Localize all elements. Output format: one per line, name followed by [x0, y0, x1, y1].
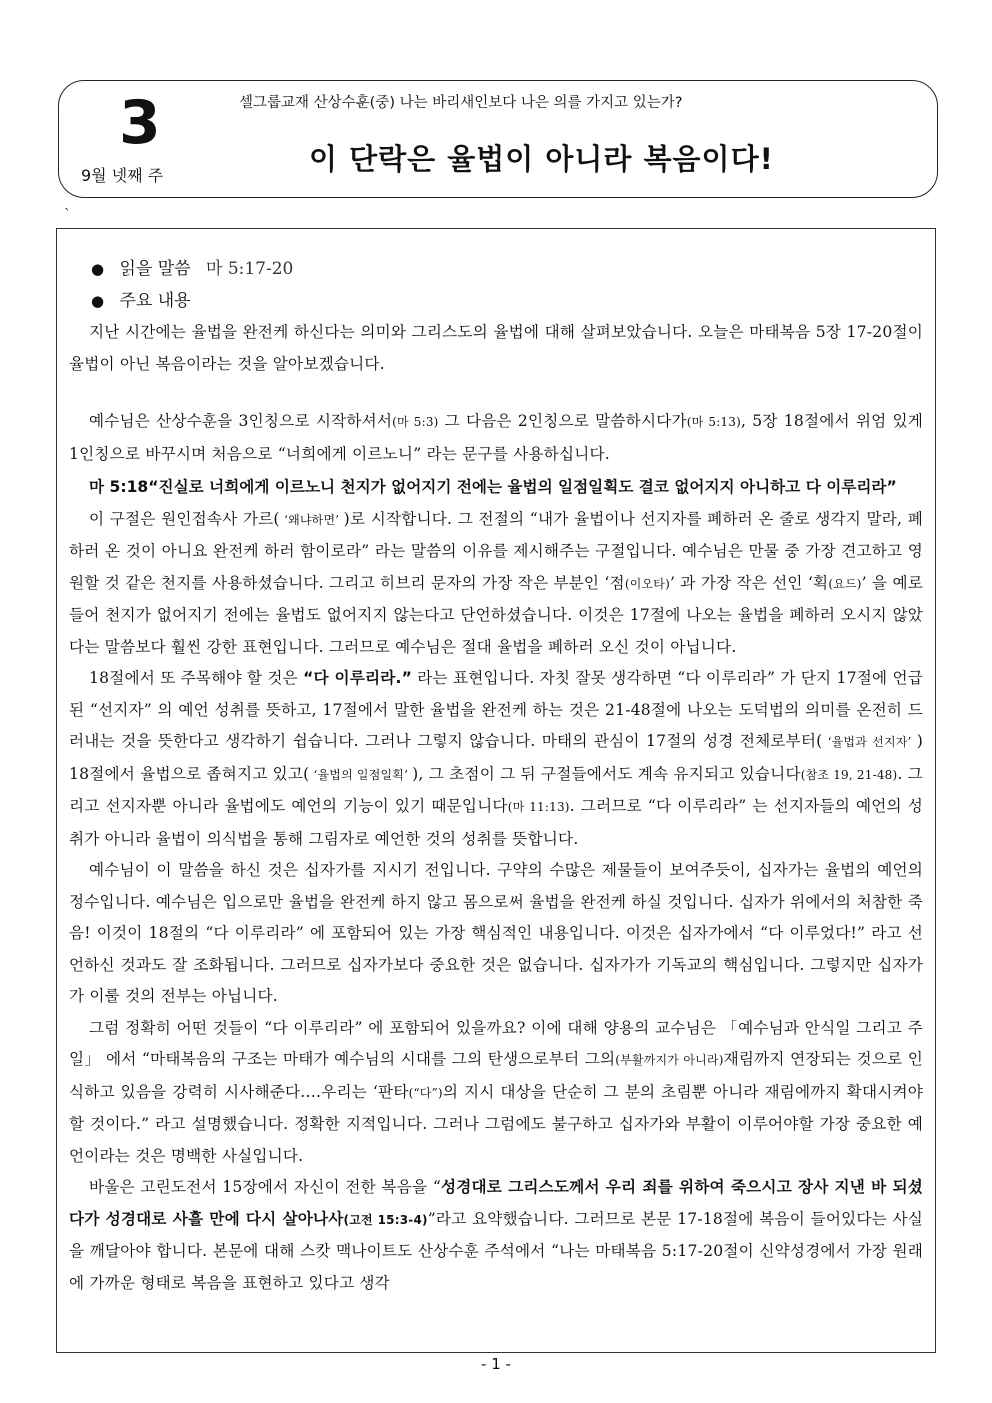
- note: (이오타): [624, 576, 670, 591]
- paragraph-scope: [69, 1013, 923, 1173]
- ref: (마 11:13): [507, 800, 570, 814]
- note: ‘율법과 선지자’: [822, 735, 917, 749]
- text: ’ 과 가장 작은 선인 ‘획: [669, 573, 829, 592]
- text: 바울은 고린도전서 15장에서 자신이 전한 복음을 “: [89, 1178, 441, 1196]
- summary-bullet: [69, 285, 923, 317]
- spacer: [69, 380, 923, 406]
- paragraph-cross: 예수님이 이 말씀을 하신 것은 십자가를 지시기 전입니다. 구약의 수많은 제물들이 보여주듯이, 십자가는 율법의 예언의 정수입니다. 예수님은 입으로만 율법을 완전케 하지 않고 몸으로써 율법을 완전케 하실 것입니다. 십자가 위에서의 처참한 죽음! 이것이 18절의 “다 이루리라” 에 포함되어 있는 가장 핵심적인 내용입니다. 이것은 십자가에서 “다 이루었다!” 라고 선언하신 것과도 잘 조화됩니다. 그러므로 십자가보다 중요한 것은 없습니다. 십자가가 기독교의 핵심입니다. 그렇지만 십자가가 이룰 것의 전부는 아닙니다.: [69, 861, 923, 1005]
- bullet-dot-icon: ●: [91, 260, 105, 278]
- text: ’ 을 예로 들어 천지가 없어지기 전에는 율법도 없어지지 않는다고 단언하셨습니다. 이것은 17절에 나오는 율법을 폐하러 오시지 않았다는 말씀보다 훨씬 강한 표현입니다. 그러므로 예수님은 절대 율법을 폐하러 오신 것이 아닙니다.: [69, 573, 923, 656]
- text: . 그러므로 “다 이루리라” 는 선지자들의 예언의 성취가 아니라 율법이 의식법을 통해 그림자로 예언한 것의 성취를 뜻합니다.: [69, 797, 924, 848]
- paragraph-gar: [69, 504, 923, 664]
- text: )로 시작합니다. 그 전절의 “내가 율법이나 선지자를 폐하러 온 줄로 생각지 말라, 폐하러 온 것이 아니요 완전케 하러 함이로라” 라는 말씀의 이유를 제시해주는 구절입니다. 예수님은 만물 중 가장 견고하고 영원할 것 같은 천지를 사용하셨습니다. 그리고 히브리 문자의 가장 작은 부분인 ‘점: [69, 509, 923, 592]
- paragraph-fulfill: [69, 663, 923, 855]
- note: ‘왜냐하면’: [279, 512, 344, 527]
- text: 의 지시 대상을 단순히 그 분의 초림뿐 아니라 재림에까지 확대시켜야 할 것이다.” 라고 설명했습니다. 정확한 지적입니다. 그러나 그럼에도 불구하고 십자가와 부활이 이루어야할 가장 중요한 예언이라는 것은 명백한 사실입니다.: [69, 1082, 924, 1165]
- note: (“다”): [408, 1085, 443, 1100]
- text: . 그리고 선지자뿐 아니라 율법에도 예언의 기능이 있기 때문입니다: [69, 764, 923, 815]
- text: 예수님은 산상수훈을 3인칭으로 시작하셔서: [89, 412, 393, 430]
- ref: (마 5:3): [392, 415, 439, 429]
- note: (요드): [828, 576, 862, 591]
- reading-reference: 마 5:17-20: [206, 259, 294, 279]
- text: ), 그 초점이 그 뒤 구절들에서도 계속 유지되고 있습니다: [412, 764, 801, 783]
- emphasis: 성경대로 그리스도께서 우리 죄를 위하여 죽으시고 장사 지낸 바 되셨다가 성경대로 사흘 만에 다시 살아나사: [69, 1178, 923, 1228]
- text: 그럼 정확히 어떤 것들이 “다 이루리라” 에 포함되어 있을까요? 이에 대해 양용의 교수님은 「예수님과 안식일 그리고 주일」 에서 “마태복음의 구조는 마태가 예수님의 시대를 그의 탄생으로부터 그의: [69, 1018, 923, 1068]
- text: 재림까지 연장되는 것으로 인식하고 있음을 강력히 시사해준다.…우리는 ‘판타: [69, 1050, 923, 1101]
- ref: (고전 15:3-4): [343, 1212, 428, 1227]
- summary-label: 주요 내용: [119, 291, 191, 311]
- text: 이 구절은 원인접속사 가르(: [89, 509, 280, 528]
- page-title: 이 단락은 율법이 아니라 복음이다!: [309, 142, 774, 176]
- reading-label: 읽을 말씀: [119, 259, 191, 279]
- bullet-dot-icon: ●: [91, 292, 105, 310]
- paragraph-intro: 지난 시간에는 율법을 완전케 하신다는 의미와 그리스도의 율법에 대해 살펴보았습니다. 오늘은 마태복음 5장 17-20절이 율법이 아닌 복음이라는 것을 알아보겠습니다.: [69, 323, 923, 373]
- ref: (참조 19, 21-48): [800, 767, 898, 782]
- key-verse: 마 5:18“진실로 너희에게 이르노니 천지가 없어지기 전에는 율법의 일점일획도 결코 없어지지 아니하고 다 이루리라”: [89, 478, 897, 496]
- paragraph-gospel: [69, 1172, 923, 1299]
- content-box: [56, 228, 936, 1353]
- text: ”라고 요약했습니다. 그러므로 본문 17-18절에 복음이 들어있다는 사실을 깨달아야 합니다. 본문에 대해 스캇 맥나이트도 산상수훈 주석에서 “나는 마태복음 5:17-20절이 신약성경에서 가장 원래에 가까운 형태로 복음을 표현하고 있다고 생각: [69, 1209, 923, 1292]
- reading-bullet: [69, 253, 923, 285]
- text: 18절에서 또 주목해야 할 것은: [89, 669, 304, 687]
- week-label: 9월 넷째 주: [81, 166, 164, 185]
- page-number: - 1 -: [481, 1355, 511, 1373]
- lesson-number: 3: [119, 88, 161, 158]
- text: 그 다음은 2인칭으로 말씀하시다가: [438, 412, 687, 430]
- ref: (마 5:13): [686, 415, 741, 429]
- emphasis: “다 이루리라.”: [303, 669, 413, 687]
- paragraph-person: [69, 406, 923, 470]
- note: ‘율법의 일점일획’: [309, 767, 413, 782]
- text: 라는 표현입니다. 자칫 잘못 생각하면 “다 이루리라” 가 단지 17절에 언급된 “선지자” 의 예언 성취를 뜻하고, 17절에서 말한 율법을 완전케 하는 것은 21-48절에 나오는 도덕법의 의미를 온전히 드러내는 것을 뜻한다고 생각하기 쉽습니다. 그러나 그렇지 않습니다. 마태의 관심이 17절의 성경 전체로부터(: [69, 669, 923, 750]
- subtitle: 셀그룹교재 산상수훈(중) 나는 바리새인보다 나은 의를 가지고 있는가?: [239, 95, 683, 111]
- text: , 5장 18절에서 위엄 있게 1인칭으로 바꾸시며 처음으로 “너희에게 이르노니” 라는 문구를 사용하십니다.: [69, 412, 923, 463]
- note: (부활까지가 아니라): [615, 1053, 724, 1067]
- header-box: [58, 80, 938, 198]
- stray-mark: `: [64, 207, 71, 223]
- text: ) 18절에서 율법으로 좁혀지고 있고(: [69, 732, 924, 783]
